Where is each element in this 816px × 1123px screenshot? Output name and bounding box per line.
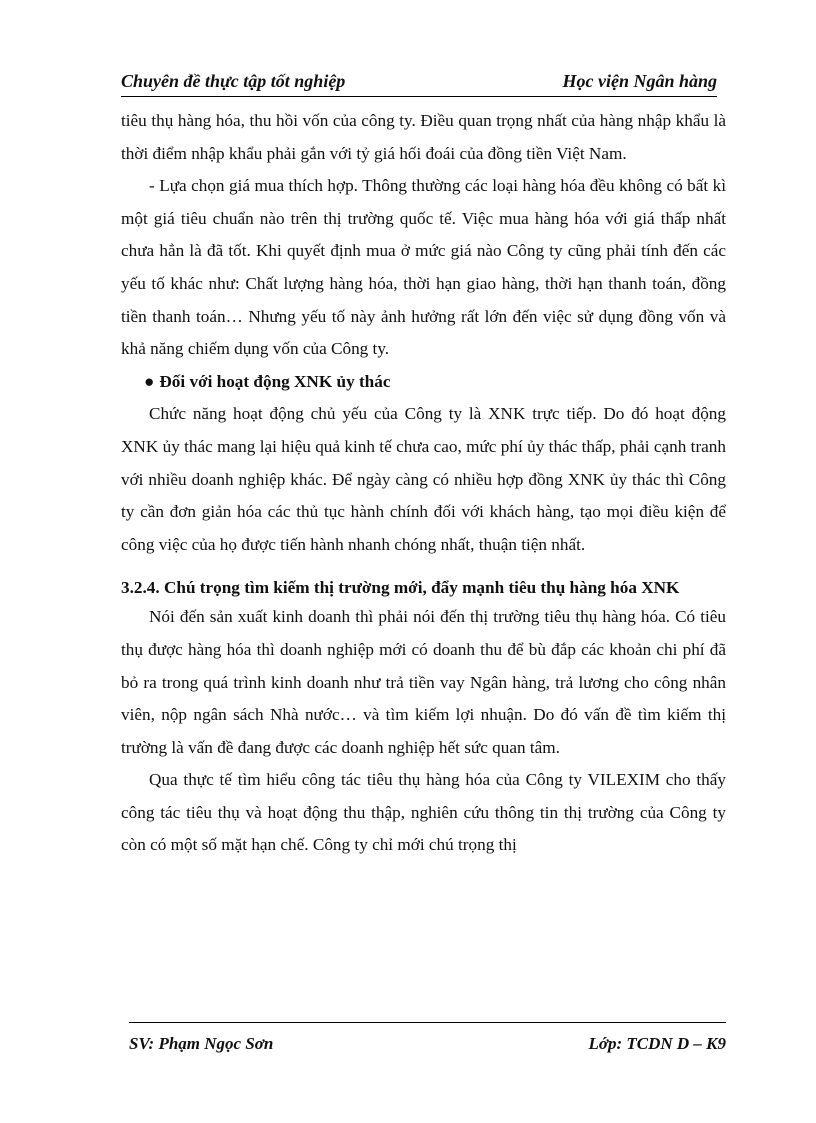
paragraph-5: Qua thực tế tìm hiểu công tác tiêu thụ hàng hóa của Công ty VILEXIM cho thấy công tác tiêu thụ và hoạt động thu thập, nghiên cứu thông tin thị trường của Công ty còn có một số mặt hạn chế. Công ty chỉ mới chú trọng thị [121, 770, 726, 855]
footer-class: Lớp: TCDN D – K9 [588, 1034, 726, 1053]
paragraph-2: - Lựa chọn giá mua thích hợp. Thông thường các loại hàng hóa đều không có bất kì một giá tiêu chuẩn nào trên thị trường quốc tế. Việc mua hàng hóa với giá thấp nhất chưa hẳn là đã tốt. Khi quyết định mua ở mức giá nào Công ty cũng phải tính đến các yếu tố khác như: Chất lượng hàng hóa, thời hạn giao hàng, thời hạn thanh toán, đồng tiền thanh toán… Nhưng yếu tố này ảnh hưởng rất lớn đến việc sử dụng đồng vốn và khả năng chiếm dụng vốn của Công ty. [121, 176, 726, 359]
page-body [121, 105, 726, 862]
footer-student-name: SV: Phạm Ngọc Sơn [129, 1034, 274, 1053]
paragraph-1: tiêu thụ hàng hóa, thu hồi vốn của công ty. Điều quan trọng nhất của hàng nhập khẩu là thời điểm nhập khẩu phải gắn với tỷ giá hối đoái của đồng tiền Việt Nam. [121, 111, 726, 163]
paragraph-4: Nói đến sản xuất kinh doanh thì phải nói đến thị trường tiêu thụ hàng hóa. Có tiêu thụ được hàng hóa thì doanh nghiệp mới có doanh thu để bù đắp các khoản chi phí đã bỏ ra trong quá trình kinh doanh như trả tiền vay Ngân hàng, trả lương cho công nhân viên, nộp ngân sách Nhà nước… và tìm kiếm lợi nhuận. Do đó vấn đề tìm kiếm thị trường là vấn đề đang được các doanh nghiệp hết sức quan tâm. [121, 607, 726, 757]
header-document-title: Chuyên đề thực tập tốt nghiệp [121, 71, 346, 91]
paragraph-3: Chức năng hoạt động chủ yếu của Công ty là XNK trực tiếp. Do đó hoạt động XNK ủy thác mang lại hiệu quả kinh tế chưa cao, mức phí ủy thác thấp, phải cạnh tranh với nhiều doanh nghiệp khác. Để ngày càng có nhiều hợp đồng XNK ủy thác thì Công ty cần đơn giản hóa các thủ tục hành chính đối với khách hàng, tạo mọi điều kiện để công việc của họ được tiến hành nhanh chóng nhất, thuận tiện nhất. [121, 404, 726, 554]
page-footer [129, 1022, 726, 1059]
header-institution: Học viện Ngân hàng [562, 71, 717, 91]
section-heading: 3.2.4. Chú trọng tìm kiếm thị trường mới, đẩy mạnh tiêu thụ hàng hóa XNK [121, 578, 680, 598]
page-header [121, 68, 717, 97]
bullet-heading [144, 366, 726, 399]
bullet-heading-text: Đối với hoạt động XNK ủy thác [159, 371, 391, 391]
bullet-icon: ● [144, 371, 155, 391]
